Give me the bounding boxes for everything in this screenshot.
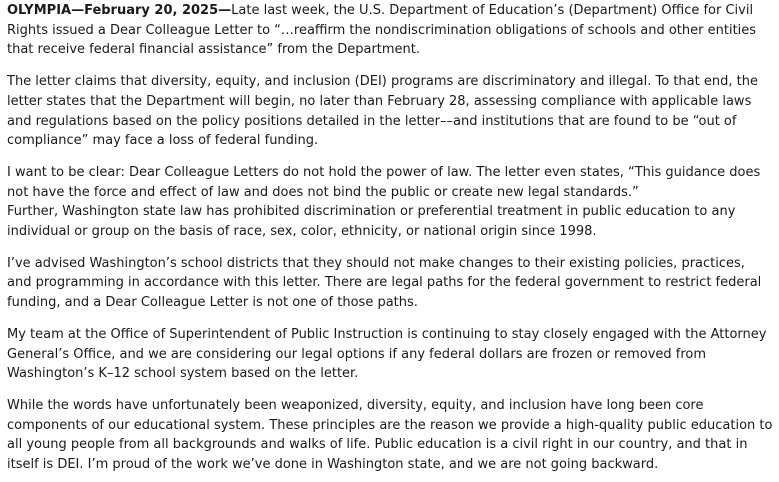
paragraph-advice-to-districts: I’ve advised Washington’s school districts that they should not make changes to their existing policies, practices, and programming in accordance with this letter. There are legal paths for the federal government to restrict federal funding, and a Dear Colleague Letter is not one of those paths. [7, 255, 762, 311]
paragraph-text: I want to be clear: Dear Colleague Letters do not hold the power of law. The letter even states, “This guidance does not have the force and effect of law and does not bind the public or create new legal standards.” [7, 164, 761, 200]
paragraph-intro [7, 1, 773, 60]
paragraph-legal-options: My team at the Office of Superintendent of Public Instruction is continuing to stay closely engaged with the Attorney General’s Office, and we are considering our legal options if any federal dollars are frozen or removed from Washington’s K–12 school system based on the letter. [7, 326, 767, 382]
paragraph-text: Further, Washington state law has prohibited discrimination or preferential treatment in public education to any individual or group on the basis of race, sex, color, ethnicity, or national origin since 1998. [7, 204, 736, 240]
paragraph-not-law [7, 163, 773, 242]
paragraph-dei-core: While the words have unfortunately been weaponized, diversity, equity, and inclusion have long been core components of our educational system. These principles are the reason we provide a high-quality public education to all young people from all backgrounds and walks of life. Public education is a civil right in our country, and that in itself is DEI. I’m proud of the work we’ve done in Washington state, and we are not going backward. [7, 397, 773, 473]
paragraph-text: Late last week, the U.S. Department of Education’s (Department) Office for Civil Rights issued a Dear Colleague Letter to “…reaffirm the nondiscrimination obligations of schools and other entities that receive federal financial assistance” from the Department. [7, 3, 757, 58]
dateline: OLYMPIA—February 20, 2025— [7, 3, 232, 18]
paragraph-letter-claims: The letter claims that diversity, equity, and inclusion (DEI) programs are discriminatory and illegal. To that end, the letter states that the Department will begin, no later than February 28, assessing compliance with applicable laws and regulations based on the policy positions detailed in the letter––and institutions that are found to be “out of compliance” may face a loss of federal funding. [7, 74, 758, 149]
